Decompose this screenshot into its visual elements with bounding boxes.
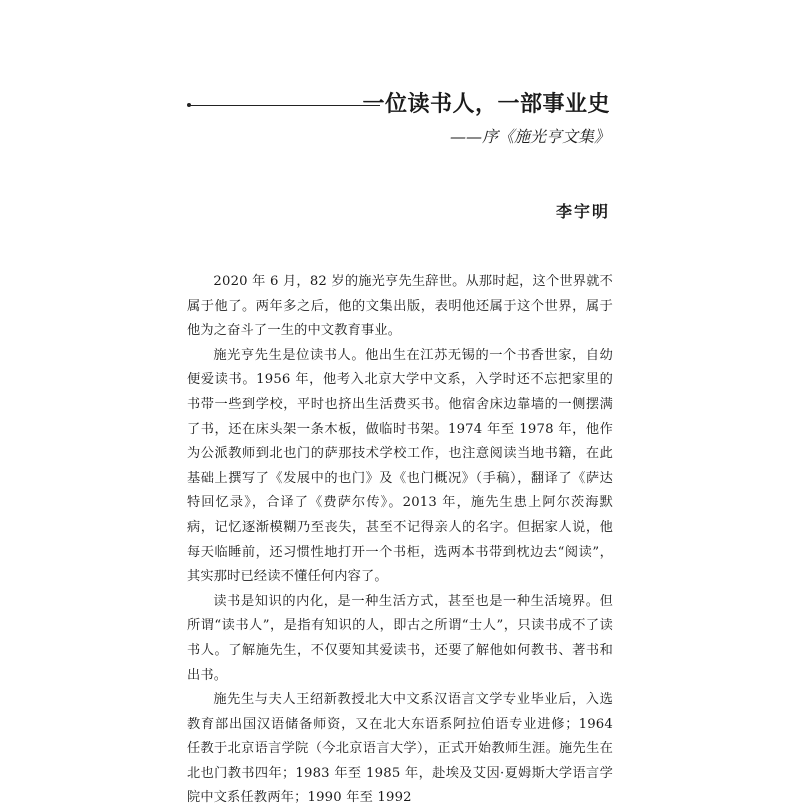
title-row xyxy=(190,88,610,124)
author-name: 李宇明 xyxy=(555,202,610,221)
body-text xyxy=(187,270,613,811)
title-decorative-rule xyxy=(190,105,380,106)
paragraph: 读书是知识的内化，是一种生活方式，甚至也是一种生活境界。但所谓“读书人”，是指有知识的人，即古之所谓“士人”，只读书成不了读书人。了解施先生，不仅要知其爱读书，还要了解他如何教书、著书和出书。 xyxy=(187,593,613,683)
paragraph: 施先生与夫人王绍新教授北大中文系汉语言文学专业毕业后，入选教育部出国汉语储备师资，又在北大东语系阿拉伯语专业进修；1964 任教于北京语言学院（今北京语言大学），正式开始教师生涯。施先生在北也门教书四年；1983 年至 1985 年，赴埃及艾因·夏姆斯大学语言学院中文系任教两年；1990 年至 1992 xyxy=(187,692,613,806)
paragraph: 2020 年 6 月，82 岁的施光亨先生辞世。从那时起，这个世界就不属于他了。两年多之后，他的文集出版，表明他还属于这个世界，属于他为之奋斗了一生的中文教育事业。 xyxy=(187,274,613,339)
paragraph: 施光亨先生是位读书人。他出生在江苏无锡的一个书香世家，自幼便爱读书。1956 年，他考入北京大学中文系，入学时还不忘把家里的书带一些到学校，平时也挤出生活费买书。他宿舍床边靠墙的一侧摆满了书，还在床头架一条木板，做临时书架。1974 年至 1978 年，他作为公派教师到北也门的萨那技术学校工作，也注意阅读当地书籍，在此基础上撰写了《发展中的也门》及《也门概况》（手稿），翻译了《萨达特回忆录》，合译了《费萨尔传》。2013 年，施先生患上阿尔茨海默病，记忆逐渐模糊乃至丧失，甚至不记得亲人的名字。但据家人说，他每天临睡前，还习惯性地打开一个书柜，选两本书带到枕边去“阅读”，其实那时已经读不懂任何内容了。 xyxy=(187,347,613,585)
chapter-title: 一位读书人，一部事业史 xyxy=(362,92,610,117)
chapter-subtitle: ——序《施光亨文集》 xyxy=(449,127,610,146)
